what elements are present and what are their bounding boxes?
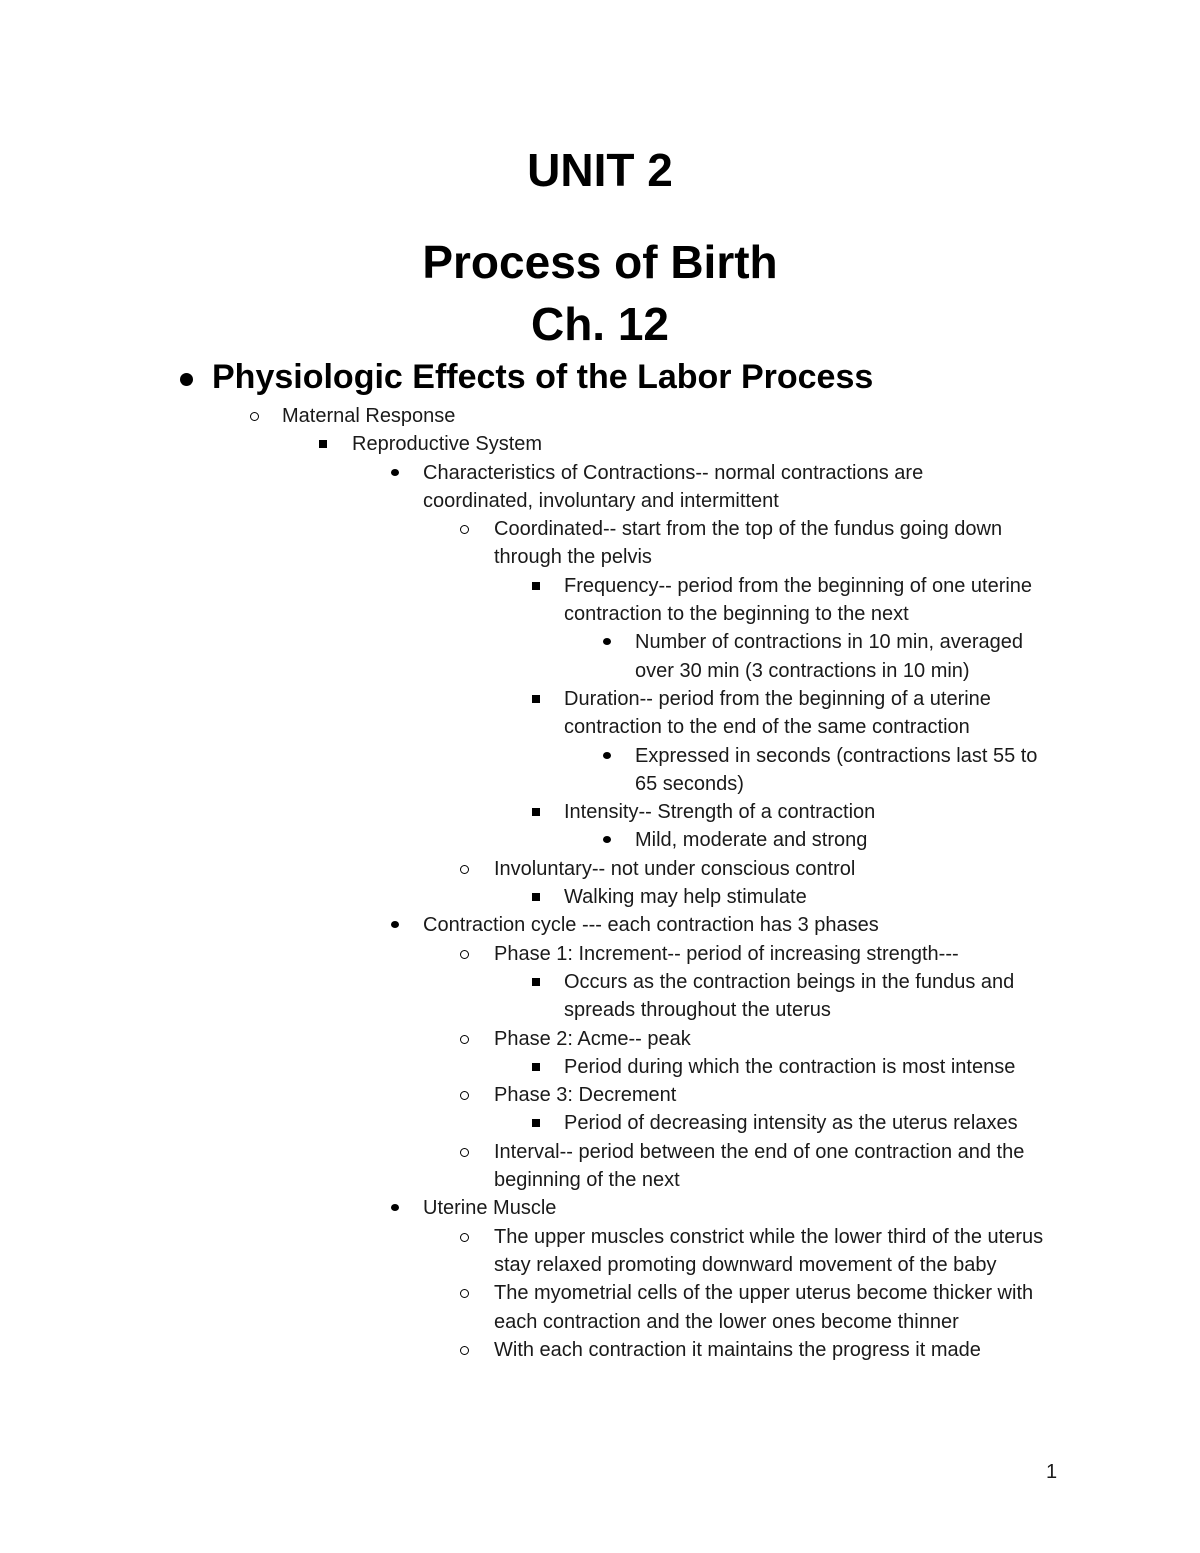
list-item [0, 685, 1200, 742]
list-item [0, 798, 1200, 826]
list-item-text: Duration-- period from the beginning of a uterine contraction to the end of the same contraction [564, 687, 991, 739]
list-item [0, 1053, 1200, 1081]
list-item-text: Period during which the contraction is most intense [564, 1055, 1016, 1078]
list-item [0, 1109, 1200, 1137]
list-item [0, 1279, 1200, 1336]
list-item-text: The myometrial cells of the upper uterus become thicker with each contraction and the lower ones become thinner [494, 1282, 1034, 1333]
list-item-text: The upper muscles constrict while the lower third of the uterus stay relaxed promoting downward movement of the baby [494, 1225, 1044, 1276]
list-item-text: Phase 1: Increment-- period of increasing strength--- [494, 942, 959, 965]
page-number: 1 [1046, 1461, 1058, 1483]
list-item [0, 742, 1200, 799]
list-item [0, 940, 1200, 968]
list-item [0, 430, 1200, 458]
list-item-text: Intensity-- Strength of a contraction [564, 801, 876, 824]
list-item-text: With each contraction it maintains the progress it made [494, 1338, 981, 1361]
list-item-text: Phase 3: Decrement [494, 1084, 677, 1107]
document-title: Process of Birth [422, 236, 778, 288]
list-item [0, 572, 1200, 629]
unit-title: UNIT 2 [527, 144, 673, 196]
list-item-text: Interval-- period between the end of one contraction and the beginning of the next [494, 1140, 1025, 1192]
list-item-text: Number of contractions in 10 min, averaged over 30 min (3 contractions in 10 min) [635, 631, 1023, 682]
list-item-text: Mild, moderate and strong [635, 829, 868, 852]
list-item [0, 1138, 1200, 1195]
list-item-text: Characteristics of Contractions-- normal contractions are coordinated, involuntary and intermittent [423, 461, 924, 512]
list-item-text: Uterine Muscle [423, 1197, 557, 1220]
list-item-text: Occurs as the contraction beings in the fundus and spreads throughout the uterus [564, 970, 1015, 1022]
list-item [0, 883, 1200, 911]
list-item-text: Contraction cycle --- each contraction has 3 phases [423, 914, 879, 937]
list-item-text: Frequency-- period from the beginning of one uterine contraction to the beginning to the next [564, 574, 1033, 626]
list-item [0, 1025, 1200, 1053]
list-item [0, 1194, 1200, 1222]
list-item [0, 1223, 1200, 1280]
list-item-text: Period of decreasing intensity as the uterus relaxes [564, 1112, 1018, 1135]
section-heading: Physiologic Effects of the Labor Process [212, 358, 874, 396]
list-item-text: Maternal Response [282, 405, 456, 427]
heading-bullet-icon [180, 373, 193, 386]
list-item-text: Coordinated-- start from the top of the fundus going down through the pelvis [494, 518, 1003, 569]
list-item-text: Phase 2: Acme-- peak [494, 1027, 691, 1050]
list-item [0, 1081, 1200, 1109]
chapter-title: Ch. 12 [530, 298, 670, 350]
list-item [0, 459, 1200, 516]
list-item-text: Walking may help stimulate [564, 886, 807, 909]
list-item [0, 402, 1200, 430]
outline-list [0, 402, 1200, 1364]
list-item [0, 1336, 1200, 1364]
list-item-text: Expressed in seconds (contractions last 55 to 65 seconds) [635, 744, 1038, 795]
list-item [0, 628, 1200, 685]
list-item-text: Involuntary-- not under conscious control [494, 857, 856, 880]
list-item [0, 515, 1200, 572]
list-item-text: Reproductive System [352, 433, 543, 456]
list-item [0, 826, 1200, 854]
list-item [0, 855, 1200, 883]
list-item [0, 968, 1200, 1025]
list-item [0, 911, 1200, 939]
